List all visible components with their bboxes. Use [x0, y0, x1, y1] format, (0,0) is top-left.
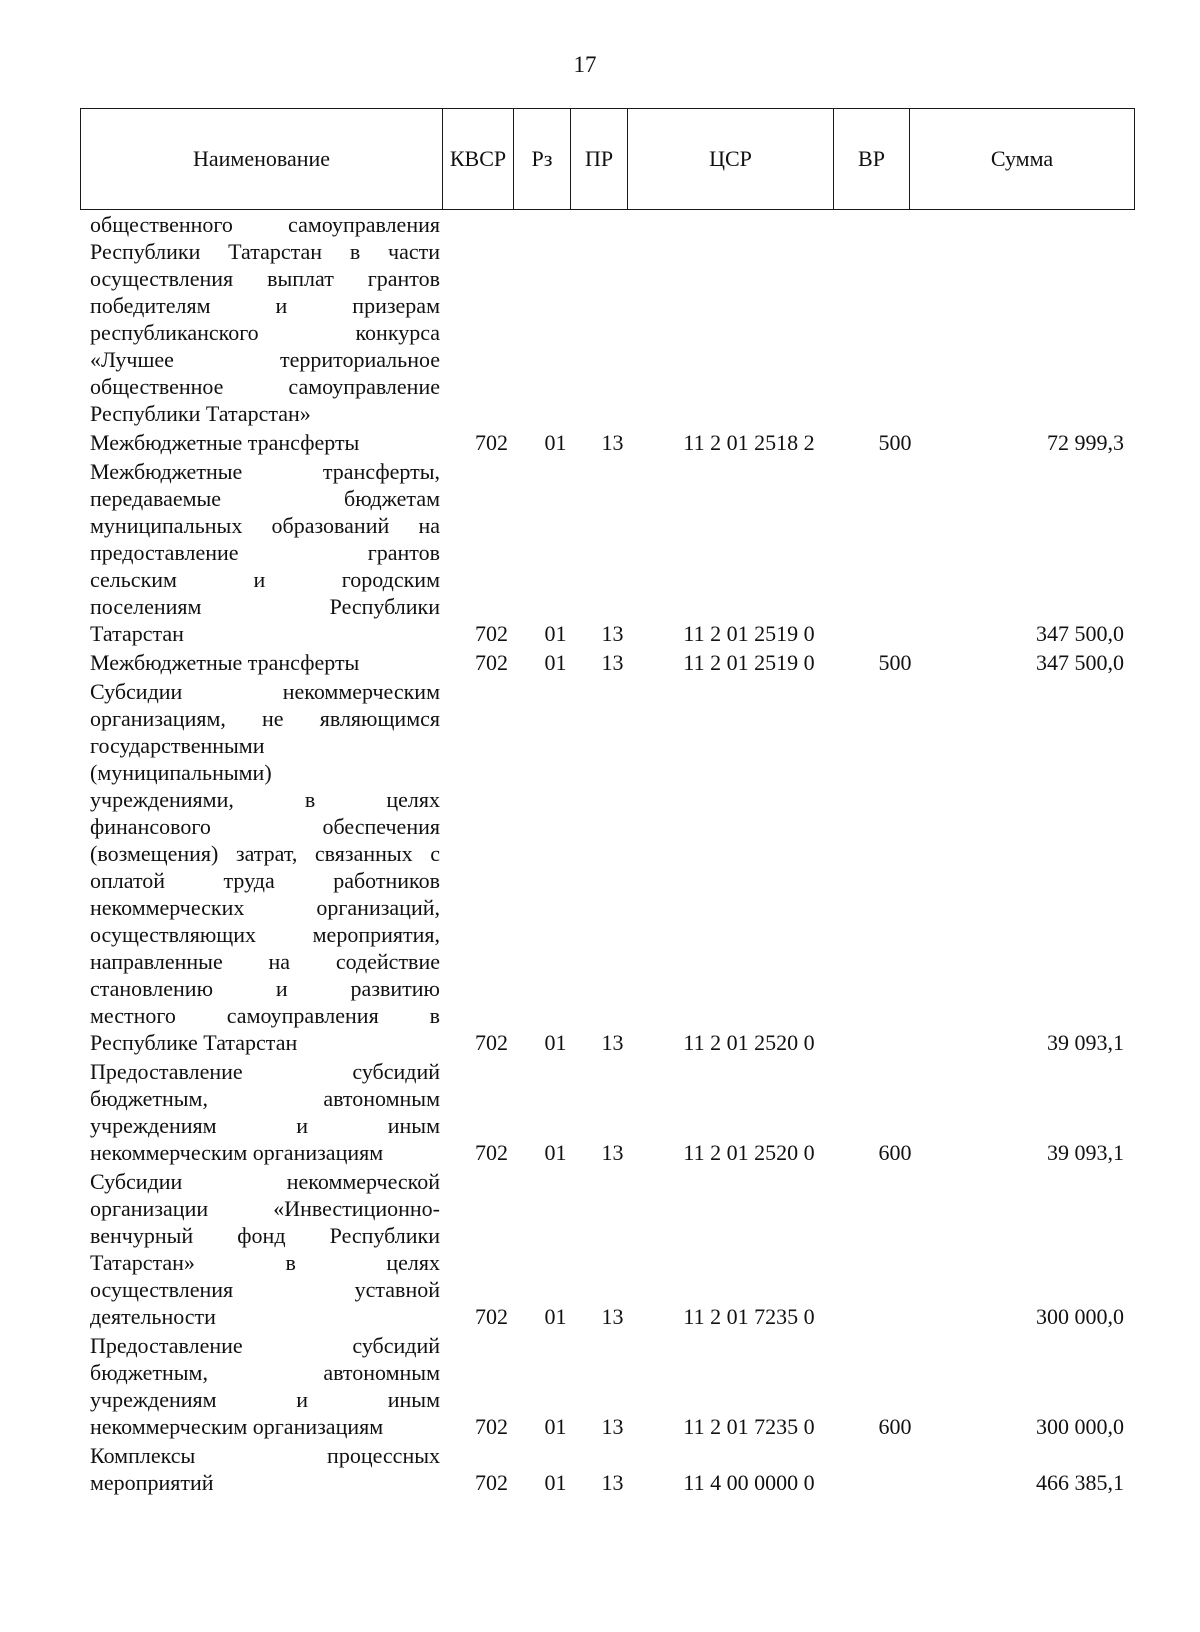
row-name-line: поселениям Республики — [90, 594, 440, 619]
row-name — [80, 211, 456, 427]
row-name-line: Республике Татарстан — [90, 1030, 298, 1055]
row-name-line: Межбюджетные трансферты — [90, 650, 360, 675]
row-name-line: учреждениям и иным — [90, 1113, 440, 1138]
row-name-line: государственными — [90, 733, 265, 758]
row-name-line: некоммерческим организациям — [90, 1414, 384, 1439]
header-pr: ПР — [571, 109, 628, 210]
table-row — [80, 1442, 1134, 1496]
row-name-line: общественное самоуправление — [90, 374, 440, 399]
row-pr: 13 — [601, 1030, 624, 1055]
row-name-line: передаваемые бюджетам — [90, 486, 440, 511]
table-row — [80, 458, 1134, 647]
row-kvsr: 702 — [475, 650, 508, 675]
row-kvsr: 702 — [475, 1140, 508, 1165]
row-sum: 347 500,0 — [1036, 621, 1124, 646]
row-pr: 13 — [601, 1304, 624, 1329]
row-kvsr: 702 — [475, 1030, 508, 1055]
row-name-line: республиканского конкурса — [90, 320, 440, 345]
row-name-line: венчурный фонд Республики — [90, 1223, 440, 1248]
row-sum: 72 999,3 — [1047, 430, 1124, 455]
row-pr: 13 — [601, 621, 624, 646]
table-header — [80, 108, 1135, 210]
row-name-line: сельским и городским — [90, 567, 440, 592]
row-rz: 01 — [544, 430, 567, 455]
row-name-line: деятельности — [90, 1304, 216, 1329]
row-name-line: Республики Татарстан в части — [90, 239, 440, 264]
row-vr: 600 — [878, 1414, 912, 1439]
row-rz: 01 — [544, 1470, 567, 1495]
row-pr: 13 — [601, 1140, 624, 1165]
row-rz: 01 — [544, 621, 567, 646]
row-kvsr: 702 — [475, 430, 508, 455]
row-name-line: некоммерческим организациям — [90, 1140, 384, 1165]
row-sum: 347 500,0 — [1036, 650, 1124, 675]
row-name-line: организациям, не являющимся — [90, 706, 440, 731]
row-name-line: Предоставление субсидий — [90, 1333, 440, 1358]
table-row — [80, 678, 1134, 1056]
row-sum: 300 000,0 — [1036, 1414, 1124, 1439]
row-pr: 13 — [601, 650, 624, 675]
table-row — [80, 429, 1134, 456]
row-name — [80, 649, 456, 676]
table-row — [80, 211, 1134, 427]
row-name-line: учреждениями, в целях — [90, 787, 440, 812]
header-csr: ЦСР — [628, 109, 834, 210]
row-name-line: Комплексы процессных — [90, 1443, 440, 1468]
row-rz: 01 — [544, 650, 567, 675]
row-csr: 11 2 01 7235 0 — [683, 1304, 815, 1329]
row-name-line: Межбюджетные трансферты, — [90, 459, 440, 484]
row-name-line: осуществления уставной — [90, 1277, 440, 1302]
row-name — [80, 1442, 456, 1496]
row-csr: 11 2 01 2520 0 — [683, 1030, 815, 1055]
row-sum: 39 093,1 — [1047, 1030, 1124, 1055]
row-name-line: Межбюджетные трансферты — [90, 430, 360, 455]
row-kvsr: 702 — [475, 1414, 508, 1439]
row-name-line: местного самоуправления в — [90, 1003, 440, 1028]
table-row — [80, 1168, 1134, 1330]
row-name-line: Субсидии некоммерческим — [90, 679, 440, 704]
row-rz: 01 — [544, 1140, 567, 1165]
row-name — [80, 1332, 456, 1440]
row-sum: 300 000,0 — [1036, 1304, 1124, 1329]
row-pr: 13 — [601, 430, 624, 455]
row-csr: 11 4 00 0000 0 — [683, 1470, 815, 1495]
row-csr: 11 2 01 2518 2 — [683, 430, 815, 455]
header-kvsr: КВСР — [443, 109, 514, 210]
row-name-line: Субсидии некоммерческой — [90, 1169, 440, 1194]
row-name-line: учреждениям и иным — [90, 1387, 440, 1412]
row-name-line: финансового обеспечения — [90, 814, 440, 839]
row-name-line: направленные на содействие — [90, 949, 440, 974]
row-name-line: Республики Татарстан» — [90, 401, 311, 426]
row-name-line: становлению и развитию — [90, 976, 440, 1001]
row-kvsr: 702 — [475, 621, 508, 646]
table-row — [80, 649, 1134, 676]
row-rz: 01 — [544, 1030, 567, 1055]
row-name-line: (возмещения) затрат, связанных с — [90, 841, 440, 866]
row-name-line: (муниципальными) — [90, 760, 272, 785]
row-name-line: общественного самоуправления — [90, 212, 440, 237]
row-csr: 11 2 01 7235 0 — [683, 1414, 815, 1439]
row-name — [80, 1058, 456, 1166]
row-name-line: некоммерческих организаций, — [90, 895, 440, 920]
header-rz: Рз — [514, 109, 571, 210]
row-name — [80, 429, 456, 456]
table-row — [80, 1058, 1134, 1166]
table-body — [80, 211, 1134, 1498]
page-number: 17 — [573, 52, 597, 77]
row-name-line: бюджетным, автономным — [90, 1086, 440, 1111]
row-pr: 13 — [601, 1470, 624, 1495]
row-kvsr: 702 — [475, 1470, 508, 1495]
row-name-line: оплатой труда работников — [90, 868, 440, 893]
row-vr: 500 — [878, 430, 912, 455]
row-vr: 500 — [878, 650, 912, 675]
header-vr: ВР — [834, 109, 910, 210]
row-name-line: Татарстан — [90, 621, 184, 646]
row-name-line: осуществляющих мероприятия, — [90, 922, 440, 947]
row-sum: 466 385,1 — [1036, 1470, 1124, 1495]
row-name-line: бюджетным, автономным — [90, 1360, 440, 1385]
row-name-line: Предоставление субсидий — [90, 1059, 440, 1084]
row-rz: 01 — [544, 1414, 567, 1439]
row-name-line: осуществления выплат грантов — [90, 266, 440, 291]
row-csr: 11 2 01 2519 0 — [683, 650, 815, 675]
row-name-line: Татарстан» в целях — [90, 1250, 440, 1275]
header-name: Наименование — [81, 109, 443, 210]
row-name-line: муниципальных образований на — [90, 513, 440, 538]
row-vr: 600 — [878, 1140, 912, 1165]
row-rz: 01 — [544, 1304, 567, 1329]
row-name — [80, 1168, 456, 1330]
table-row — [80, 1332, 1134, 1440]
row-kvsr: 702 — [475, 1304, 508, 1329]
row-name-line: победителям и призерам — [90, 293, 440, 318]
row-csr: 11 2 01 2519 0 — [683, 621, 815, 646]
row-name — [80, 458, 456, 647]
row-name-line: организации «Инвестиционно- — [90, 1196, 440, 1221]
row-name-line: предоставление грантов — [90, 540, 440, 565]
row-sum: 39 093,1 — [1047, 1140, 1124, 1165]
row-csr: 11 2 01 2520 0 — [683, 1140, 815, 1165]
header-sum: Сумма — [910, 109, 1135, 210]
row-name — [80, 678, 456, 1056]
row-pr: 13 — [601, 1414, 624, 1439]
row-name-line: «Лучшее территориальное — [90, 347, 440, 372]
row-name-line: мероприятий — [90, 1470, 214, 1495]
